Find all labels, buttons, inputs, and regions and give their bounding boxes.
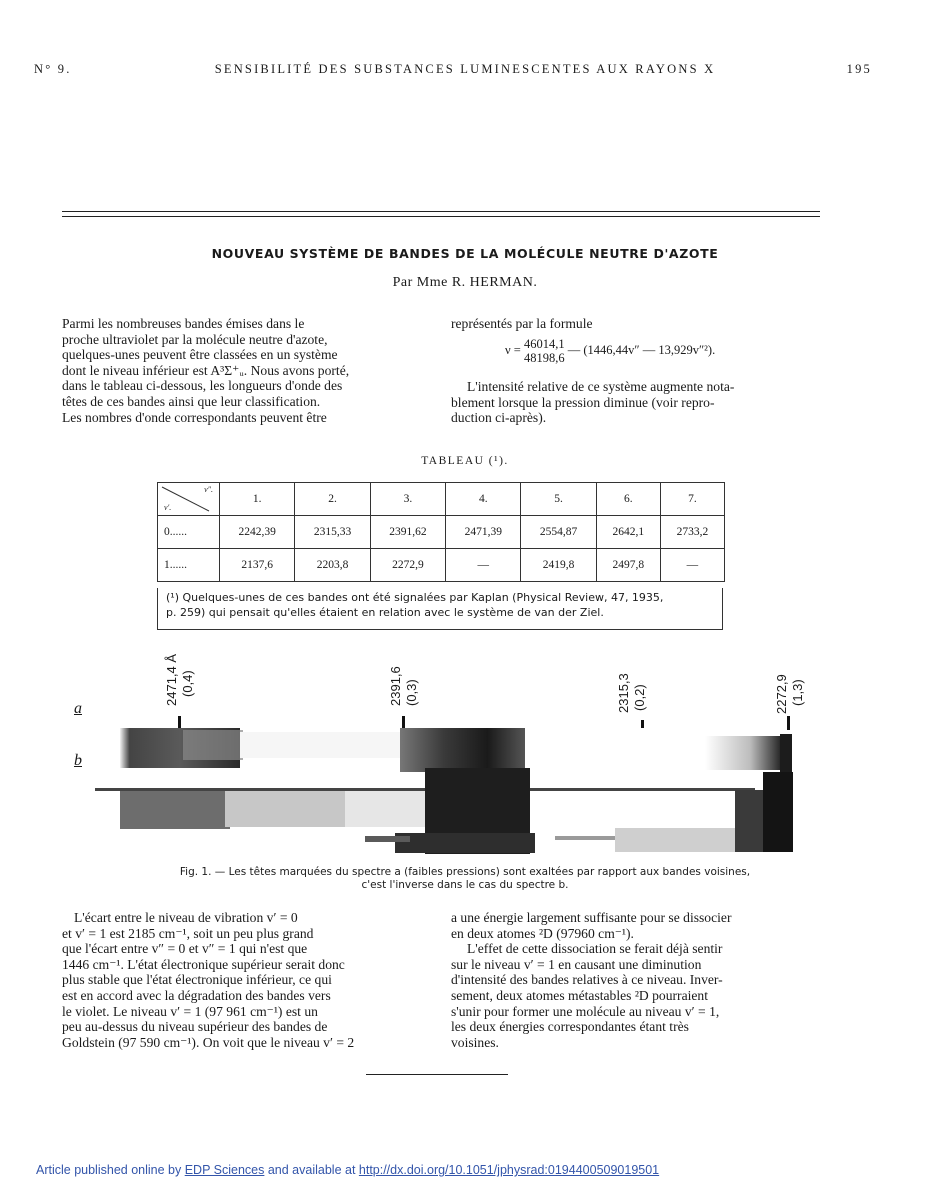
text-line: s'unir pour former une molécule au niveau v′ = 1,	[451, 1003, 720, 1019]
top-rule-second	[62, 216, 820, 217]
text-line: sement, deux atomes métastables ²D pourraient	[451, 987, 708, 1003]
band-formula	[505, 337, 835, 365]
band-label-2315-rel: (0,2)	[632, 684, 647, 711]
article-title: NOUVEAU SYSTÈME DE BANDES DE LA MOLÉCULE NEUTRE D'AZOTE	[211, 246, 719, 261]
table-cell: 2272,9	[370, 549, 445, 582]
intro-left-column	[62, 316, 432, 425]
formula-fraction	[524, 337, 565, 365]
text-line: blement lorsque la pression diminue (voir repro-	[451, 394, 715, 410]
text-line: duction ci-après).	[451, 410, 547, 426]
text-line: L'écart entre le niveau de vibration v′ = 0	[74, 910, 298, 925]
text-line: dont le niveau inférieur est A³Σ⁺ᵤ. Nous avons porté,	[62, 362, 350, 378]
band-label-2471: 2471,4 Å	[164, 653, 179, 706]
band-label-2391-rel: (0,3)	[404, 679, 419, 706]
table-row	[158, 549, 725, 582]
page-number: 195	[846, 62, 872, 76]
formula-denominator: 48198,6	[523, 351, 565, 365]
text-line: dans le tableau ci-dessous, les longueurs d'onde des	[62, 378, 343, 394]
text-line: voisines.	[451, 1034, 499, 1050]
text-line: L'intensité relative de ce système augmente nota-	[467, 379, 735, 394]
table-row-label: 0......	[158, 516, 220, 549]
table-cell: 2419,8	[521, 549, 596, 582]
table-column-header: 4.	[446, 483, 521, 516]
intro-right-bottom	[451, 379, 821, 426]
text-line: les deux énergies correspondantes étant très	[451, 1019, 689, 1035]
footnote-line: p. 259) qui pensait qu'elles étaient en relation avec le système de van der Ziel.	[166, 606, 604, 619]
table-row-label: 1......	[158, 549, 220, 582]
table-column-header: 6.	[596, 483, 660, 516]
corner-label-top: v″.	[204, 485, 213, 494]
table-cell: 2497,8	[596, 549, 660, 582]
table-caption: TABLEAU (¹).	[421, 455, 509, 467]
text-line: d'intensité des bandes relatives à ce niveau. Inver-	[451, 972, 723, 988]
formula-numerator: 46014,1	[523, 337, 565, 351]
table-cell: 2242,39	[220, 516, 295, 549]
page-header-journal-number: N° 9.	[34, 62, 72, 76]
spectrum-label-a: a	[74, 700, 82, 717]
text-line: Parmi les nombreuses bandes émises dans le	[62, 316, 305, 331]
table-cell: —	[660, 549, 724, 582]
text-line: en deux atomes ²D (97960 cm⁻¹).	[451, 925, 634, 941]
body-left-column	[62, 910, 432, 1050]
band-label-2391: 2391,6	[388, 666, 403, 706]
table-cell: 2471,39	[446, 516, 521, 549]
text-line: L'effet de cette dissociation se ferait déjà sentir	[467, 941, 723, 957]
band-head-table	[157, 482, 725, 582]
text-line: a une énergie largement suffisante pour se dissocier	[451, 910, 732, 925]
formula-rest: — (1446,44v″ — 13,929v″²).	[567, 342, 716, 357]
caption-line: c'est l'inverse dans le cas du spectre b.	[361, 879, 569, 891]
table-cell: 2203,8	[295, 549, 370, 582]
top-rule	[62, 211, 820, 212]
spectrum-photograph	[95, 728, 815, 856]
text-line: Goldstein (97 590 cm⁻¹). On voit que le niveau v′ = 2	[62, 1034, 355, 1050]
text-line: et v′ = 1 est 2185 cm⁻¹, soit un peu plus grand	[62, 925, 314, 941]
article-author: Par Mme R. HERMAN.	[392, 275, 538, 290]
text-line: proche ultraviolet par la molécule neutre d'azote,	[62, 331, 328, 347]
table-row	[158, 516, 725, 549]
body-right-column	[451, 910, 821, 1050]
text-line: le violet. Le niveau v′ = 1 (97 961 cm⁻¹) est un	[62, 1003, 318, 1019]
table-cell: 2733,2	[660, 516, 724, 549]
table-cell: 2137,6	[220, 549, 295, 582]
intro-right-top: représentés par la formule	[451, 316, 593, 331]
footer-prefix: Article published online by	[36, 1163, 185, 1177]
table-column-header: 2.	[295, 483, 370, 516]
table-cell: —	[446, 549, 521, 582]
table-column-header: 5.	[521, 483, 596, 516]
table-cell: 2315,33	[295, 516, 370, 549]
text-line: que l'écart entre v″ = 0 et v″ = 1 qui n'est que	[62, 941, 308, 957]
figure-caption	[0, 866, 930, 892]
table-column-header: 3.	[370, 483, 445, 516]
text-line: quelques-unes peuvent être classées en un système	[62, 347, 338, 363]
table-header-row	[158, 483, 725, 516]
spectrum-label-b: b	[74, 752, 82, 769]
text-line: sur le niveau v′ = 1 en causant une diminution	[451, 956, 702, 972]
text-line: 1446 cm⁻¹. L'état électronique supérieur serait donc	[62, 956, 345, 972]
corner-label-bottom: v′.	[164, 503, 172, 512]
end-rule	[366, 1074, 508, 1075]
table-cell: 2554,87	[521, 516, 596, 549]
table-corner-cell	[158, 483, 220, 516]
text-line: Les nombres d'onde correspondants peuvent être	[62, 409, 327, 425]
publisher-link[interactable]: EDP Sciences	[184, 1163, 265, 1177]
band-label-2272-rel: (1,3)	[790, 679, 805, 706]
publication-footer	[36, 1163, 659, 1177]
footnote-line: (¹) Quelques-unes de ces bandes ont été signalées par Kaplan (Physical Review, 47, 1935,	[166, 591, 664, 604]
page-header-running-title: SENSIBILITÉ DES SUBSTANCES LUMINESCENTES AUX RAYONS X	[214, 62, 716, 76]
caption-line: Fig. 1. — Les têtes marquées du spectre a (faibles pressions) sont exaltées par rapport aux bandes voisines,	[179, 866, 751, 878]
text-line: plus stable que l'état électronique inférieur, ce qui	[62, 972, 332, 988]
footer-middle: and available at	[264, 1163, 359, 1177]
table-column-header: 7.	[660, 483, 724, 516]
table-column-header: 1.	[220, 483, 295, 516]
band-label-2315: 2315,3	[616, 673, 631, 713]
band-head-marker	[641, 720, 644, 728]
table-cell: 2391,62	[370, 516, 445, 549]
band-label-2272: 2272,9	[774, 674, 789, 714]
table-footnote	[157, 588, 723, 630]
formula-lhs: ν =	[505, 342, 521, 357]
table-cell: 2642,1	[596, 516, 660, 549]
text-line: têtes de ces bandes ainsi que leur classification.	[62, 393, 321, 409]
text-line: peu au-dessus du niveau supérieur des bandes de	[62, 1019, 328, 1035]
doi-link[interactable]: http://dx.doi.org/10.1051/jphysrad:0194400509019501	[358, 1163, 660, 1177]
text-line: est en accord avec la dégradation des bandes vers	[62, 987, 331, 1003]
band-label-2471-rel: (0,4)	[180, 670, 195, 697]
